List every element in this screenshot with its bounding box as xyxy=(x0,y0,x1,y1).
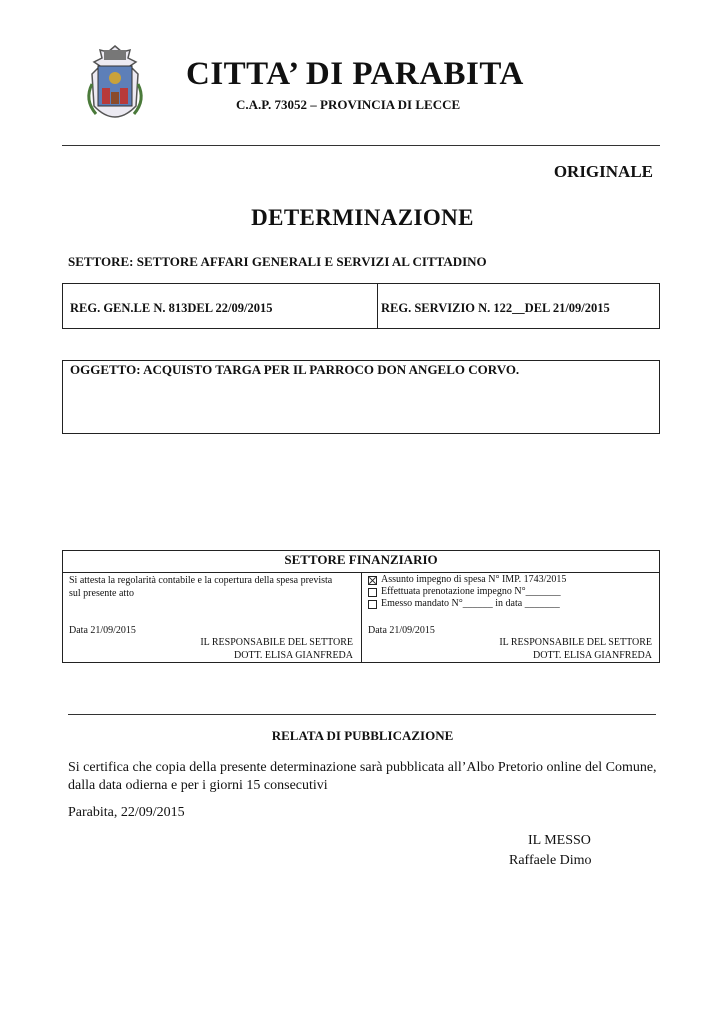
finance-attestation-text: Si attesta la regolarità contabile e la copertura della spesa prevista sul presente atto xyxy=(69,575,333,599)
finance-left-date: Data 21/09/2015 xyxy=(69,625,136,636)
checkbox-icon[interactable] xyxy=(368,600,377,609)
document-title: DETERMINAZIONE xyxy=(251,205,474,230)
finance-column-divider xyxy=(361,572,362,663)
status-label: ORIGINALE xyxy=(553,162,653,181)
checklist-item-label: Assunto impegno di spesa N° IMP. 1743/2015 xyxy=(381,573,567,585)
checklist-item xyxy=(368,586,566,598)
finance-left-signatory xyxy=(69,637,353,662)
city-subtitle: C.A.P. 73052 – PROVINCIA DI LECCE xyxy=(236,97,461,112)
finance-right-signatory xyxy=(368,637,652,662)
checklist-item-label: Effettuata prenotazione impegno N°_______ xyxy=(381,585,561,597)
publication-text: Si certifica che copia della presente determinazione sarà pubblicata all’Albo Pretorio online del Comune, dalla data odierna e per i giorni 15 consecutivi xyxy=(68,760,657,793)
signatory-name: DOTT. ELISA GIANFREDA xyxy=(234,649,353,661)
registration-divider xyxy=(377,283,378,329)
city-title: CITTA’ DI PARABITA xyxy=(186,56,524,92)
signatory-name: DOTT. ELISA GIANFREDA xyxy=(533,649,652,661)
finance-section-title: SETTORE FINANZIARIO xyxy=(284,552,438,567)
checkbox-icon[interactable] xyxy=(368,588,377,597)
signatory-role: IL RESPONSABILE DEL SETTORE xyxy=(200,637,353,648)
checklist-item xyxy=(368,574,566,586)
messenger-role: IL MESSO xyxy=(528,833,591,848)
publication-place-date: Parabita, 22/09/2015 xyxy=(68,805,185,820)
publication-title: RELATA DI PUBBLICAZIONE xyxy=(271,728,454,743)
service-register-number: REG. SERVIZIO N. 122__DEL 21/09/2015 xyxy=(381,301,610,315)
finance-right-date: Data 21/09/2015 xyxy=(368,625,435,636)
checkbox-checked-icon[interactable] xyxy=(368,576,377,585)
messenger-name: Raffaele Dimo xyxy=(509,853,592,868)
signatory-role: IL RESPONSABILE DEL SETTORE xyxy=(499,637,652,648)
general-register-number: REG. GEN.LE N. 813DEL 22/09/2015 xyxy=(70,301,273,315)
header-divider xyxy=(62,145,660,146)
publication-divider xyxy=(68,714,656,715)
sector-line: SETTORE: SETTORE AFFARI GENERALI E SERVIZI AL CITTADINO xyxy=(68,254,487,269)
checklist-item xyxy=(368,598,566,610)
subject-text: OGGETTO: ACQUISTO TARGA PER IL PARROCO DON ANGELO CORVO. xyxy=(70,362,520,377)
finance-checklist xyxy=(368,574,566,610)
city-crest-icon xyxy=(78,44,152,128)
checklist-item-label: Emesso mandato N°______ in data _______ xyxy=(381,597,560,609)
